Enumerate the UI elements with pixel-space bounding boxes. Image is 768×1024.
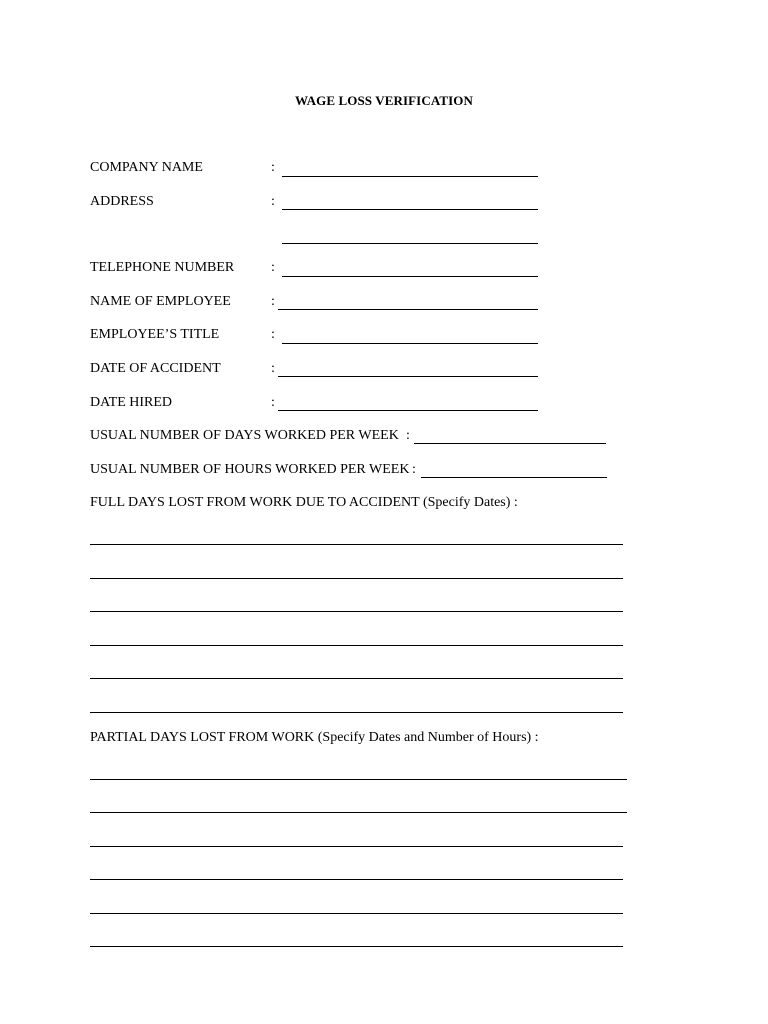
hours-per-week-line[interactable] — [421, 477, 607, 478]
employee-title-colon: : — [271, 327, 275, 342]
employee-title-label: EMPLOYEE’S TITLE — [90, 327, 220, 342]
full-days-lost-line-4[interactable] — [90, 645, 623, 646]
date-of-accident-colon: : — [271, 361, 275, 376]
partial-days-lost-line-6[interactable] — [90, 946, 623, 947]
address-line-1[interactable] — [282, 209, 538, 210]
date-of-accident-label: DATE OF ACCIDENT — [90, 361, 221, 376]
days-per-week-label: USUAL NUMBER OF DAYS WORKED PER WEEK — [90, 428, 399, 443]
partial-days-lost-label: PARTIAL DAYS LOST FROM WORK (Specify Dates and Number of Hours) : — [90, 730, 539, 745]
full-days-lost-label: FULL DAYS LOST FROM WORK DUE TO ACCIDENT (Specify Dates) : — [90, 495, 518, 510]
company-name-line[interactable] — [282, 176, 538, 177]
date-hired-line[interactable] — [278, 410, 538, 411]
full-days-lost-line-2[interactable] — [90, 578, 623, 579]
address-label: ADDRESS — [90, 194, 154, 209]
date-hired-label: DATE HIRED — [90, 395, 173, 410]
partial-days-lost-line-2[interactable] — [90, 812, 627, 813]
full-days-lost-line-1[interactable] — [90, 544, 623, 545]
date-of-accident-line[interactable] — [278, 376, 538, 377]
company-name-label: COMPANY NAME — [90, 160, 203, 175]
full-days-lost-line-3[interactable] — [90, 611, 623, 612]
employee-name-colon: : — [271, 294, 275, 309]
address-line-2[interactable] — [282, 243, 538, 244]
telephone-number-label: TELEPHONE NUMBER — [90, 260, 235, 275]
company-name-colon: : — [271, 160, 275, 175]
telephone-number-line[interactable] — [282, 276, 538, 277]
full-days-lost-line-6[interactable] — [90, 712, 623, 713]
partial-days-lost-line-3[interactable] — [90, 846, 623, 847]
hours-per-week-colon: : — [412, 462, 416, 477]
partial-days-lost-line-5[interactable] — [90, 913, 623, 914]
full-days-lost-line-5[interactable] — [90, 678, 623, 679]
hours-per-week-label: USUAL NUMBER OF HOURS WORKED PER WEEK — [90, 462, 410, 477]
employee-title-line[interactable] — [282, 343, 538, 344]
address-colon: : — [271, 194, 275, 209]
days-per-week-line[interactable] — [414, 443, 606, 444]
date-hired-colon: : — [271, 395, 275, 410]
employee-name-line[interactable] — [278, 309, 538, 310]
telephone-number-colon: : — [271, 260, 275, 275]
days-per-week-colon: : — [406, 428, 410, 443]
partial-days-lost-line-1[interactable] — [90, 779, 627, 780]
employee-name-label: NAME OF EMPLOYEE — [90, 294, 231, 309]
partial-days-lost-line-4[interactable] — [90, 879, 623, 880]
form-title: WAGE LOSS VERIFICATION — [295, 93, 473, 108]
